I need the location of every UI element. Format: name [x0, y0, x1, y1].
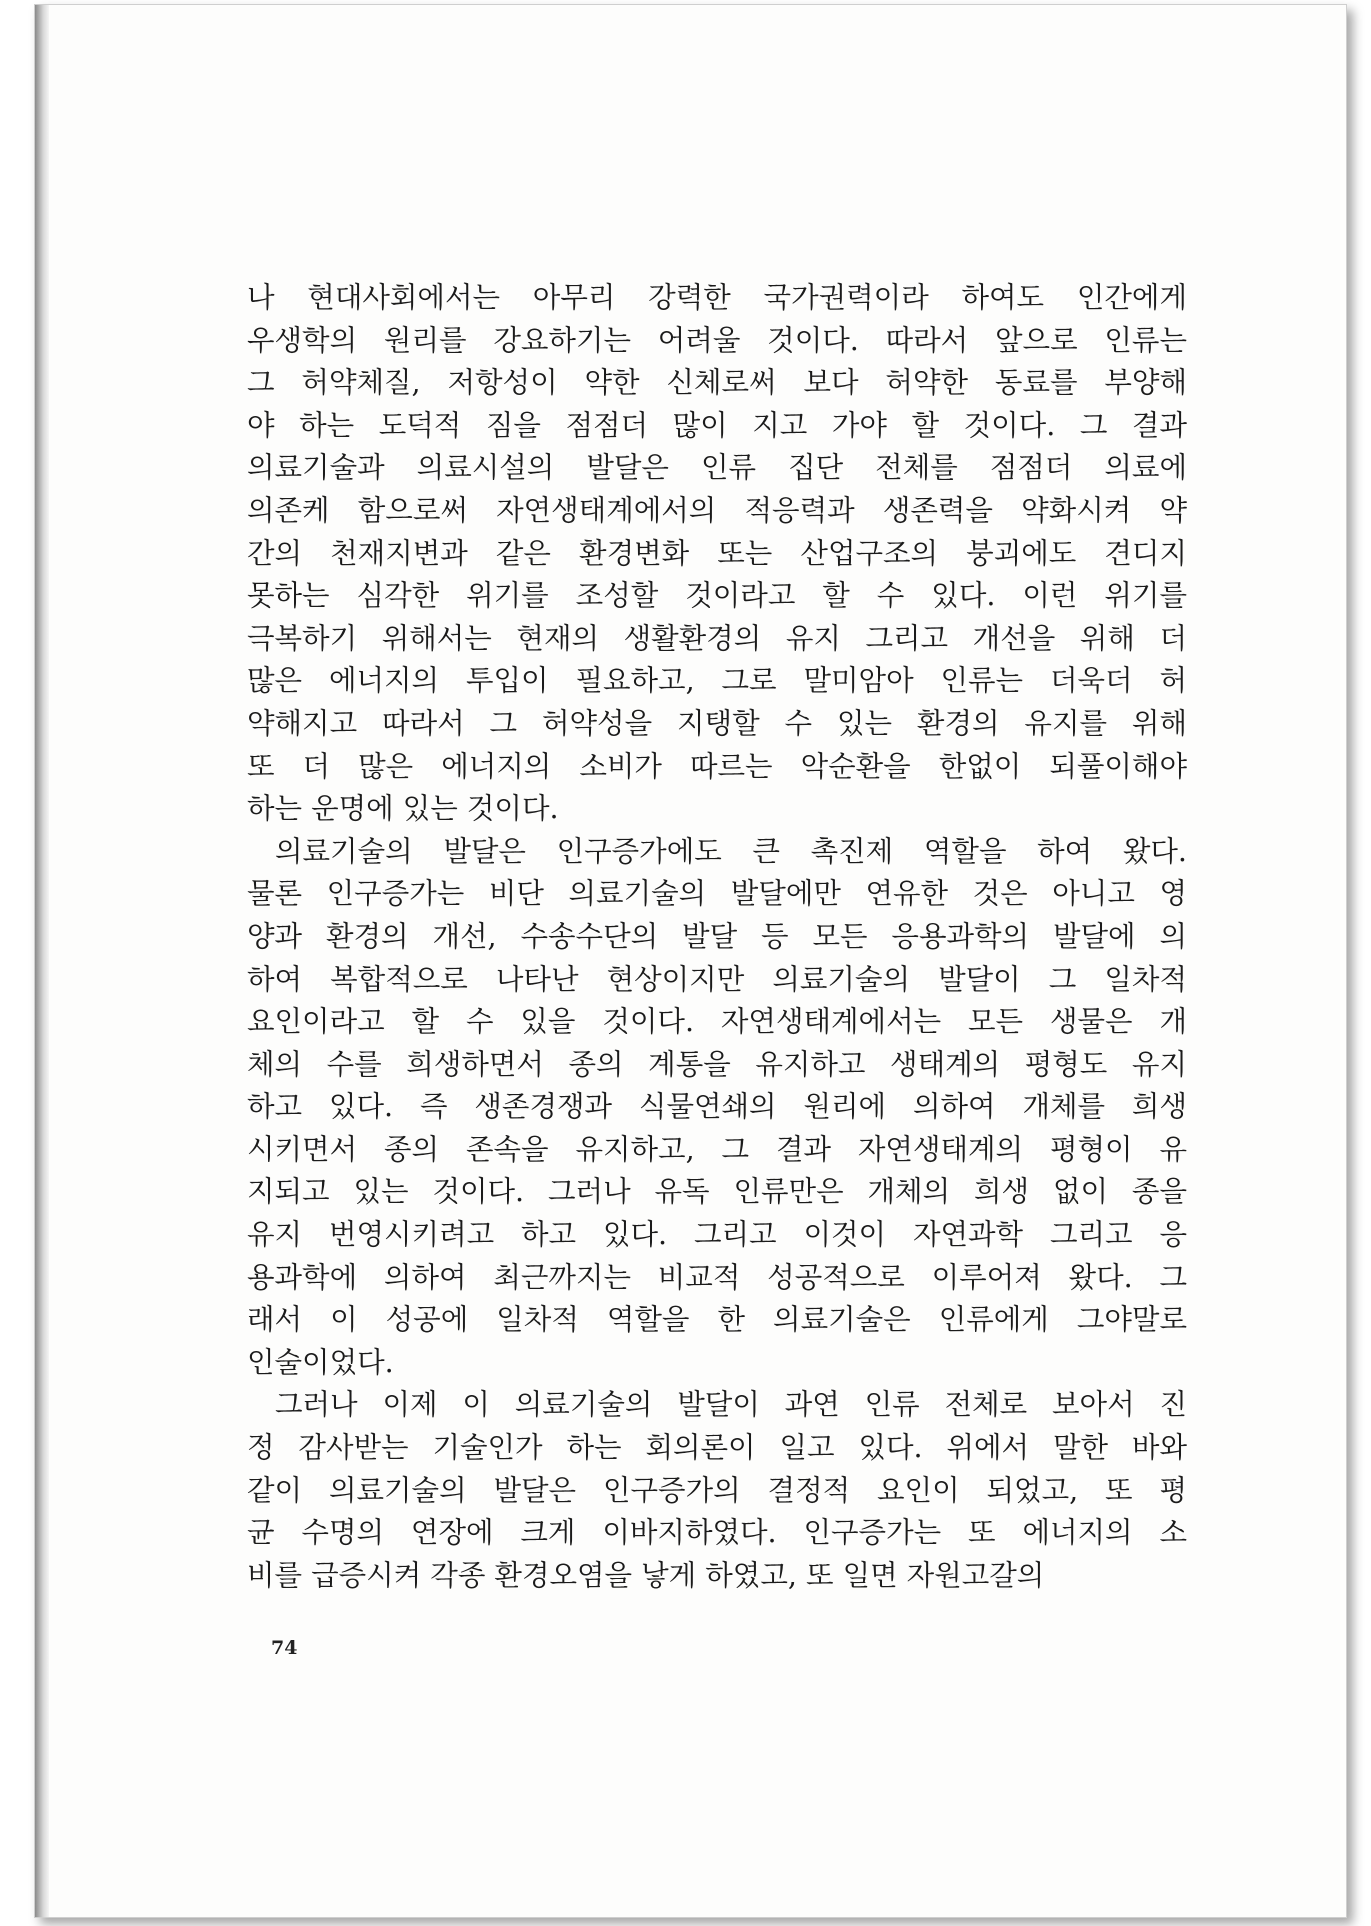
- text-line: 인술이었다.: [247, 1345, 394, 1379]
- body-text: [247, 277, 1187, 1597]
- text-line: 나 현대사회에서는 아무리 강력한 국가권력이라 하여도 인간에게: [247, 281, 1187, 314]
- paragraph: [247, 277, 1187, 831]
- text-line: 의료기술과 의료시설의 발달은 인류 집단 전체를 점점더 의료에: [247, 451, 1187, 485]
- text-line: 하고 있다. 즉 생존경쟁과 식물연쇄의 원리에 의하여 개체를 희생: [247, 1090, 1187, 1124]
- text-line: 그러나 이제 이 의료기술의 발달이 과연 인류 전체로 보아서 진: [275, 1388, 1187, 1422]
- text-line: 정 감사받는 기술인가 하는 회의론이 일고 있다. 위에서 말한 바와: [247, 1431, 1187, 1465]
- text-line: 의료기술의 발달은 인구증가에도 큰 촉진제 역할을 하여 왔다.: [275, 834, 1187, 868]
- text-line: 양과 환경의 개선, 수송수단의 발달 등 모든 응용과학의 발달에 의: [247, 919, 1187, 953]
- page-number: 74: [271, 1637, 298, 1659]
- text-line: 균 수명의 연장에 크게 이바지하였다. 인구증가는 또 에너지의 소: [247, 1516, 1187, 1550]
- text-line: 비를 급증시켜 각종 환경오염을 낳게 하였고, 또 일면 자원고갈의: [247, 1558, 1045, 1592]
- text-line: 간의 천재지변과 같은 환경변화 또는 산업구조의 붕괴에도 견디지: [247, 536, 1187, 570]
- paragraph: [247, 831, 1187, 1385]
- text-line: 그 허약체질, 저항성이 약한 신체로써 보다 허약한 동료를 부양해: [247, 366, 1187, 400]
- text-line: 많은 에너지의 투입이 필요하고, 그로 말미암아 인류는 더욱더 허: [247, 664, 1187, 698]
- text-line: 용과학에 의하여 최근까지는 비교적 성공적으로 이루어져 왔다. 그: [247, 1260, 1187, 1294]
- text-line: 래서 이 성공에 일차적 역할을 한 의료기술은 인류에게 그야말로: [247, 1303, 1187, 1337]
- text-line: 의존케 함으로써 자연생태계에서의 적응력과 생존력을 약화시켜 약: [247, 493, 1187, 527]
- text-line: 극복하기 위해서는 현재의 생활환경의 유지 그리고 개선을 위해 더: [247, 621, 1187, 655]
- text-line: 야 하는 도덕적 짐을 점점더 많이 지고 가야 할 것이다. 그 결과: [247, 408, 1187, 442]
- text-line: 시키면서 종의 존속을 유지하고, 그 결과 자연생태계의 평형이 유: [247, 1132, 1187, 1166]
- text-line: 체의 수를 희생하면서 종의 계통을 유지하고 생태계의 평형도 유지: [247, 1047, 1187, 1081]
- page-binding-edge: [35, 5, 49, 1917]
- text-line: 같이 의료기술의 발달은 인구증가의 결정적 요인이 되었고, 또 평: [247, 1473, 1187, 1507]
- text-line: 유지 번영시키려고 하고 있다. 그리고 이것이 자연과학 그리고 응: [247, 1218, 1187, 1252]
- text-line: 또 더 많은 에너지의 소비가 따르는 악순환을 한없이 되풀이해야: [247, 749, 1187, 783]
- text-line: 약해지고 따라서 그 허약성을 지탱할 수 있는 환경의 유지를 위해: [247, 706, 1187, 740]
- text-line: 요인이라고 할 수 있을 것이다. 자연생태계에서는 모든 생물은 개: [247, 1005, 1187, 1039]
- text-line: 하는 운명에 있는 것이다.: [247, 792, 559, 826]
- text-line: 물론 인구증가는 비단 의료기술의 발달에만 연유한 것은 아니고 영: [247, 877, 1187, 911]
- text-line: 못하는 심각한 위기를 조성할 것이라고 할 수 있다. 이런 위기를: [247, 579, 1187, 613]
- text-line: 우생학의 원리를 강요하기는 어려울 것이다. 따라서 앞으로 인류는: [247, 323, 1187, 357]
- paragraph: [247, 1384, 1187, 1597]
- book-page: [34, 4, 1347, 1918]
- text-line: 하여 복합적으로 나타난 현상이지만 의료기술의 발달이 그 일차적: [247, 962, 1187, 996]
- text-line: 지되고 있는 것이다. 그러나 유독 인류만은 개체의 희생 없이 종을: [247, 1175, 1187, 1209]
